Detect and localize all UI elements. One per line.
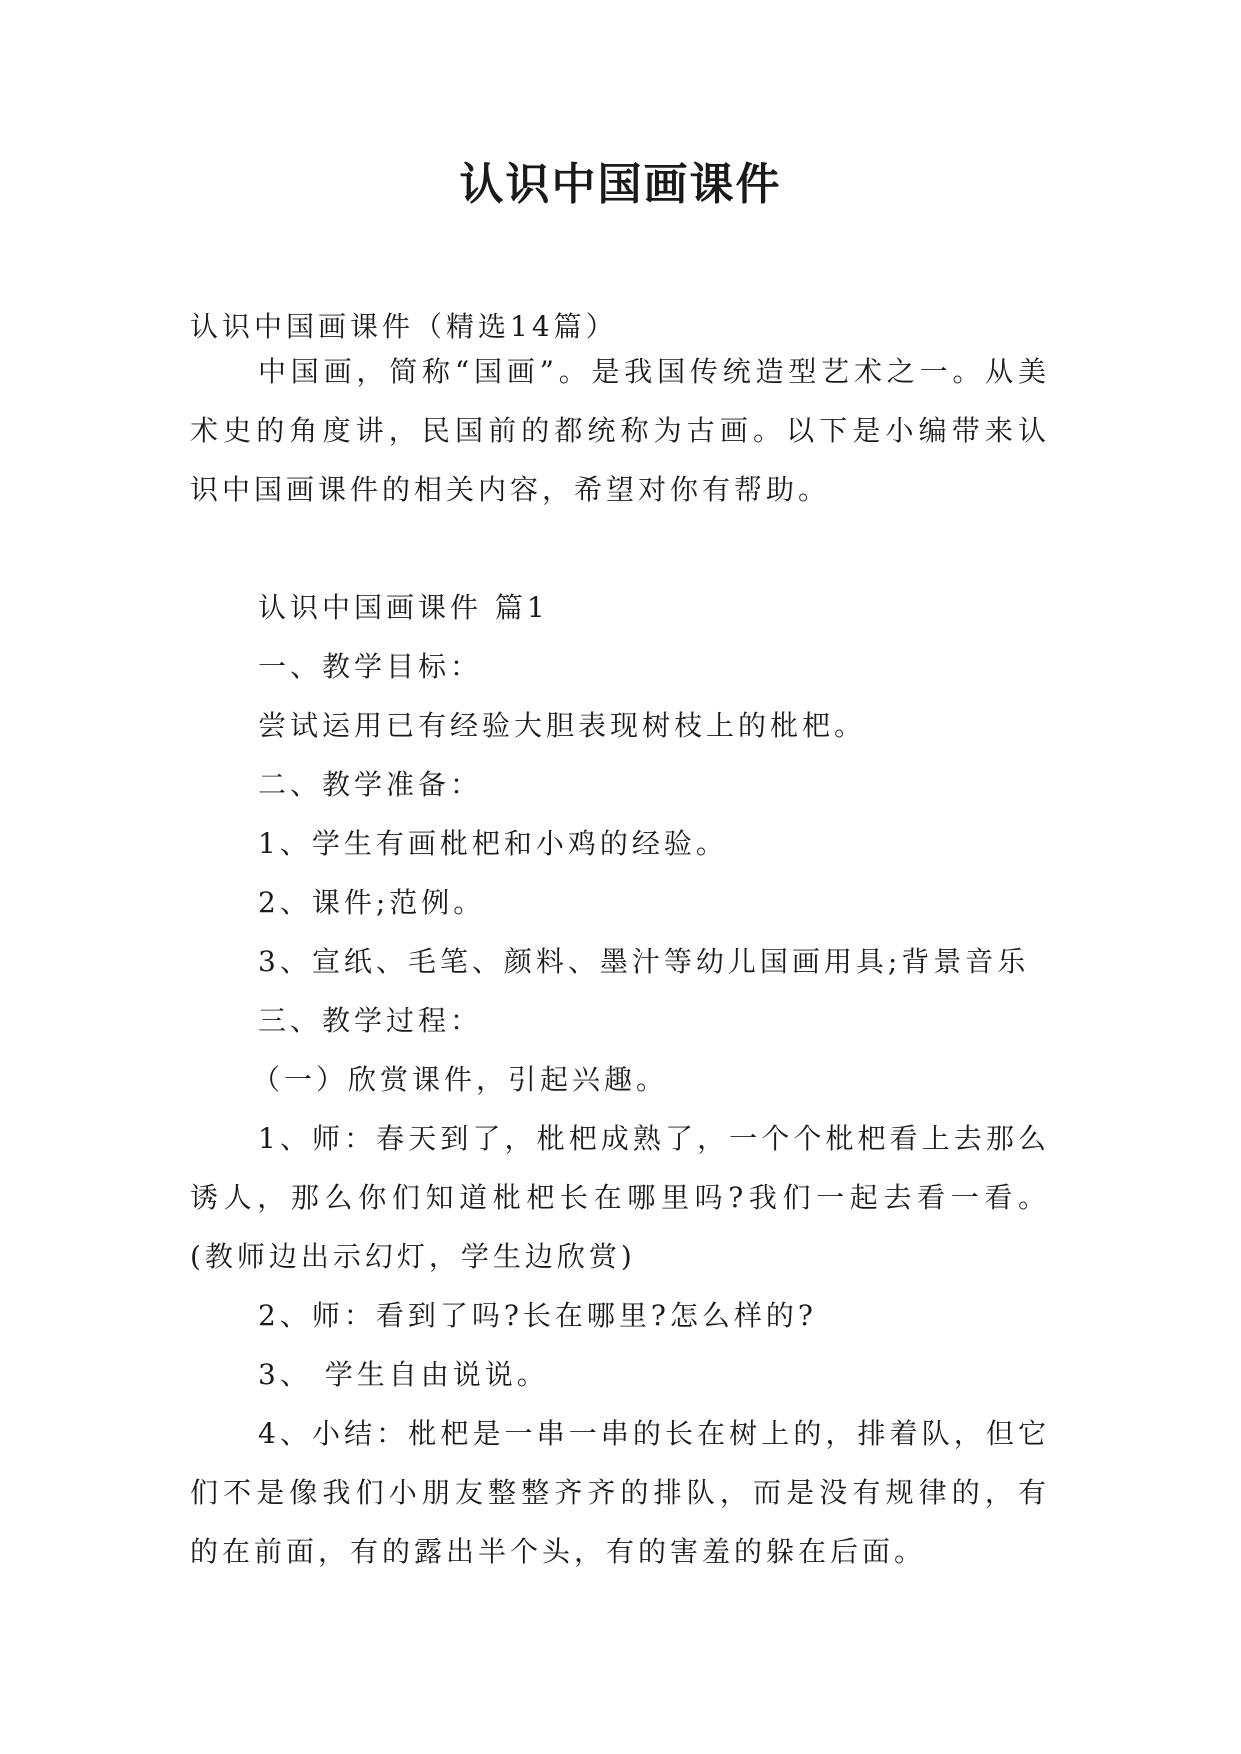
process-line-2: 2、师：看到了吗?长在哪里?怎么样的? [258,1299,817,1332]
process-paragraph-4: 4、小结：枇杷是一串一串的长在树上的，排着队，但它们不是像我们小朋友整整齐齐的排队，而是没有规律的，有的在前面，有的露出半个头，有的害羞的躲在后面。 [190,1417,1050,1568]
preparation-item-2: 2、课件;范例。 [258,886,486,919]
preparation-item-3: 3、宣纸、毛笔、颜料、墨汁等幼儿国画用具;背景音乐 [258,945,1030,978]
process-line-3: 3、 学生自由说说。 [258,1358,549,1391]
preparation-heading: 二、教学准备： [258,768,483,801]
objective-text: 尝试运用已有经验大胆表现树枝上的枇杷。 [258,709,867,742]
intro-paragraph: 中国画，简称“国画”。是我国传统造型艺术之一。从美术史的角度讲，民国前的都统称为古画。以下是小编带来认识中国画课件的相关内容，希望对你有帮助。 [190,355,1050,506]
process-paragraph-1: 1、师：春天到了，枇杷成熟了，一个个枇杷看上去那么诱人，那么你们知道枇杷长在哪里吗?我们一起去看一看。(教师边出示幻灯，学生边欣赏) [190,1122,1050,1273]
process-heading: 三、教学过程： [258,1004,483,1037]
page-title: 认识中国画课件 [459,159,782,210]
preparation-item-1: 1、学生有画枇杷和小鸡的经验。 [258,827,728,860]
process-step-heading: （一）欣赏课件，引起兴趣。 [252,1063,669,1096]
objective-heading: 一、教学目标： [258,650,483,683]
document-subtitle: 认识中国画课件（精选14篇） [190,310,618,343]
section-heading: 认识中国画课件 篇1 [258,591,549,624]
